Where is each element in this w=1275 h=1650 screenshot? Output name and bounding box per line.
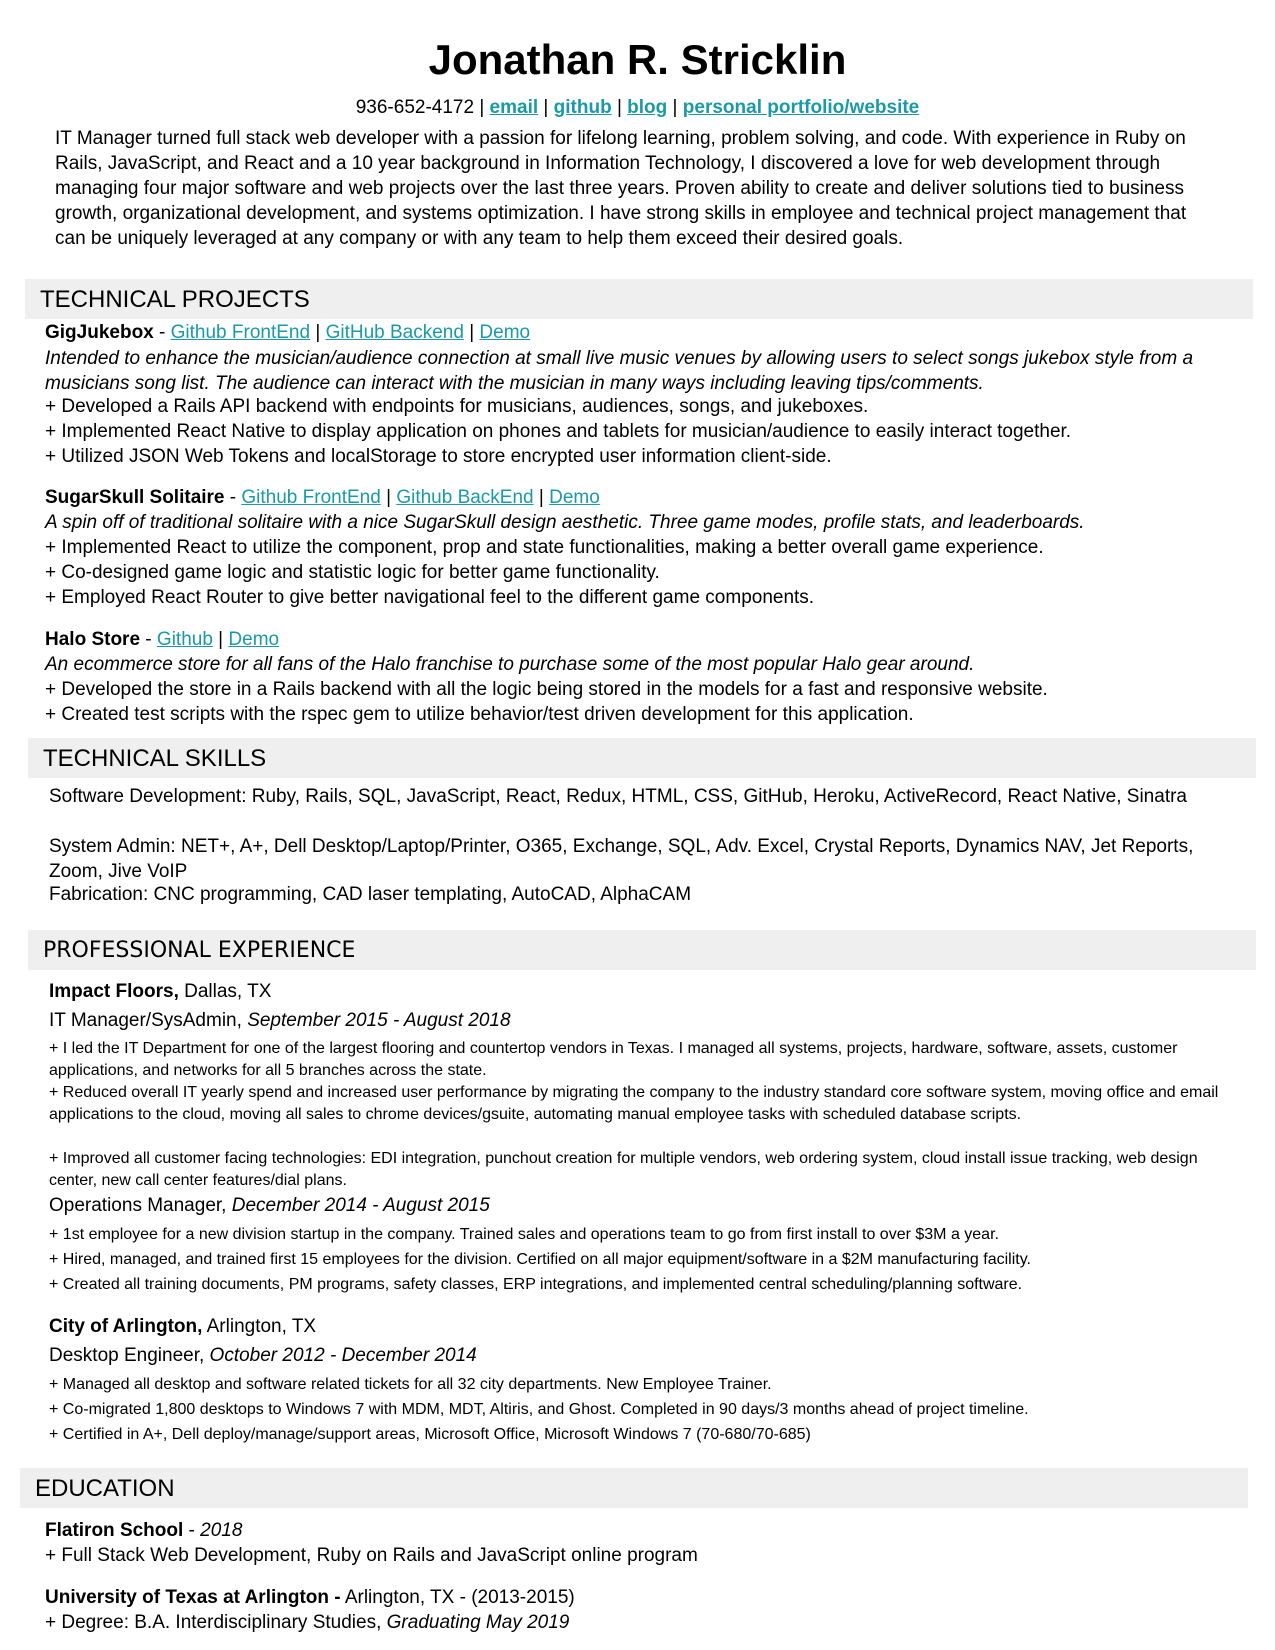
job-bullet: + Certified in A+, Dell deploy/manage/support areas, Microsoft Office, Microsoft Windows 7 (70-680/70-685) (49, 1426, 811, 1443)
project-bullet: + Developed a Rails API backend with endpoints for musicians, audiences, songs, and jukeboxes. (45, 396, 869, 417)
employer-impact-floors: Impact Floors, Dallas, TX (49, 981, 272, 1002)
resume-name: Jonathan R. Stricklin (428, 36, 847, 83)
email-link[interactable]: email (489, 97, 539, 118)
section-header-experience: PROFESSIONAL EXPERIENCE (28, 930, 1256, 970)
project-bullet: + Co-designed game logic and statistic logic for better game functionality. (45, 562, 660, 583)
job-bullet: + Improved all customer facing technologies: EDI integration, punchout creation for multiple vendors, web ordering system, cloud install issue tracking, web design center, new call center features/dial plans. (49, 1150, 1198, 1189)
project-description: A spin off of traditional solitaire with a nice SugarSkull design aesthetic. Three game modes, profile stats, and leaderboards. (45, 512, 1085, 533)
job-bullet: + Co-migrated 1,800 desktops to Windows 7 with MDM, MDT, Altiris, and Ghost. Completed in 90 days/3 months ahead of project timeline. (49, 1401, 1029, 1418)
project-title-sugarskull: SugarSkull Solitaire - Github FrontEnd | Github BackEnd | Demo (45, 487, 600, 508)
halo-demo-link[interactable]: Demo (228, 629, 280, 650)
skills-software: Software Development: Ruby, Rails, SQL, JavaScript, React, Redux, HTML, CSS, GitHub, Heroku, ActiveRecord, React Native, Sinatra (49, 786, 1187, 807)
employer-city-of-arlington: City of Arlington, Arlington, TX (49, 1316, 317, 1337)
sugarskull-demo-link[interactable]: Demo (549, 487, 600, 508)
project-bullet: + Created test scripts with the rspec gem to utilize behavior/test driven development for this application. (45, 704, 914, 725)
job-title-desktop-engineer: Desktop Engineer, October 2012 - December 2014 (49, 1345, 477, 1366)
sugarskull-frontend-link[interactable]: Github FrontEnd (241, 487, 381, 508)
project-bullet: + Implemented React Native to display application on phones and tablets for musician/audience to easily interact together. (45, 421, 1072, 442)
skills-sysadmin: System Admin: NET+, A+, Dell Desktop/Laptop/Printer, O365, Exchange, SQL, Adv. Excel, Crystal Reports, Dynamics NAV, Jet Reports, Zoom, Jive VoIP (49, 836, 1194, 882)
project-bullet: + Developed the store in a Rails backend with all the logic being stored in the models for a fast and responsive website. (45, 679, 1048, 700)
blog-link[interactable]: blog (627, 97, 668, 118)
portfolio-link[interactable]: personal portfolio/website (682, 97, 920, 118)
project-bullet: + Employed React Router to give better navigational feel to the different game components. (45, 587, 815, 608)
project-description: An ecommerce store for all fans of the Halo franchise to purchase some of the most popular Halo gear around. (45, 654, 975, 675)
section-header-projects: TECHNICAL PROJECTS (25, 279, 1253, 319)
github-link[interactable]: github (553, 97, 612, 118)
summary-paragraph: IT Manager turned full stack web developer with a passion for lifelong learning, problem solving, and code. With experience in Ruby on Rails, JavaScript, and React and a 10 year background in Information Technology, I discovered a love for web development through managing four major software and web projects over the last three years. Proven ability to create and deliver solutions tied to business growth, organizational development, and systems optimization. I have strong skills in employee and technical project management that can be uniquely leveraged at any company or with any team to help them exceed their desired goals. (55, 128, 1187, 249)
gigjukebox-frontend-link[interactable]: Github FrontEnd (170, 322, 311, 343)
school-uta: University of Texas at Arlington - Arlington, TX - (2013-2015) (45, 1587, 575, 1608)
section-header-education: EDUCATION (20, 1468, 1248, 1508)
education-bullet: + Full Stack Web Development, Ruby on Rails and JavaScript online program (45, 1545, 698, 1566)
skills-fabrication: Fabrication: CNC programming, CAD laser templating, AutoCAD, AlphaCAM (49, 884, 692, 905)
gigjukebox-demo-link[interactable]: Demo (479, 322, 531, 343)
job-title-it-manager: IT Manager/SysAdmin, September 2015 - August 2018 (49, 1010, 511, 1031)
school-flatiron: Flatiron School - 2018 (45, 1520, 243, 1541)
section-header-skills: TECHNICAL SKILLS (28, 738, 1256, 778)
project-title-halo-store: Halo Store - Github | Demo (45, 629, 280, 650)
project-bullet: + Utilized JSON Web Tokens and localStorage to store encrypted user information client-side. (45, 446, 832, 467)
project-bullet: + Implemented React to utilize the component, prop and state functionalities, making a better overall game experience. (45, 537, 1044, 558)
project-description: Intended to enhance the musician/audience connection at small live music venues by allowing users to select songs jukebox style from a musicians song list. The audience can interact with the musician in many ways including leaving tips/comments. (45, 348, 1194, 394)
job-title-operations-manager: Operations Manager, December 2014 - August 2015 (49, 1195, 490, 1216)
job-bullet: + Reduced overall IT yearly spend and increased user performance by migrating the company to the industry standard core software system, moving office and email applications to the cloud, moving all sales to chrome devices/gsuite, automating manual employee tasks with scheduled database scripts. (49, 1084, 1219, 1123)
education-bullet: + Degree: B.A. Interdisciplinary Studies, Graduating May 2019 (45, 1612, 570, 1633)
contact-line: 936-652-4172 | email | github | blog | personal portfolio/website (355, 97, 920, 118)
job-bullet: + I led the IT Department for one of the largest flooring and countertop vendors in Texas. I managed all systems, projects, hardware, software, assets, customer applications, and networks for all 5 branches across the state. (49, 1040, 1178, 1079)
project-title-gigjukebox: GigJukebox - Github FrontEnd | GitHub Backend | Demo (45, 322, 531, 343)
job-bullet: + Created all training documents, PM programs, safety classes, ERP integrations, and implemented central scheduling/planning software. (49, 1276, 1023, 1293)
job-bullet: + Hired, managed, and trained first 15 employees for the division. Certified on all major equipment/software in a $2M manufacturing facility. (49, 1251, 1031, 1268)
halo-github-link[interactable]: Github (156, 629, 213, 650)
gigjukebox-backend-link[interactable]: GitHub Backend (325, 322, 464, 343)
job-bullet: + 1st employee for a new division startup in the company. Trained sales and operations team to go from first install to over $3M a year. (49, 1226, 999, 1243)
sugarskull-backend-link[interactable]: Github BackEnd (396, 487, 534, 508)
job-bullet: + Managed all desktop and software related tickets for all 32 city departments. New Employee Trainer. (49, 1376, 772, 1393)
phone-number: 936-652-4172 (355, 97, 475, 118)
